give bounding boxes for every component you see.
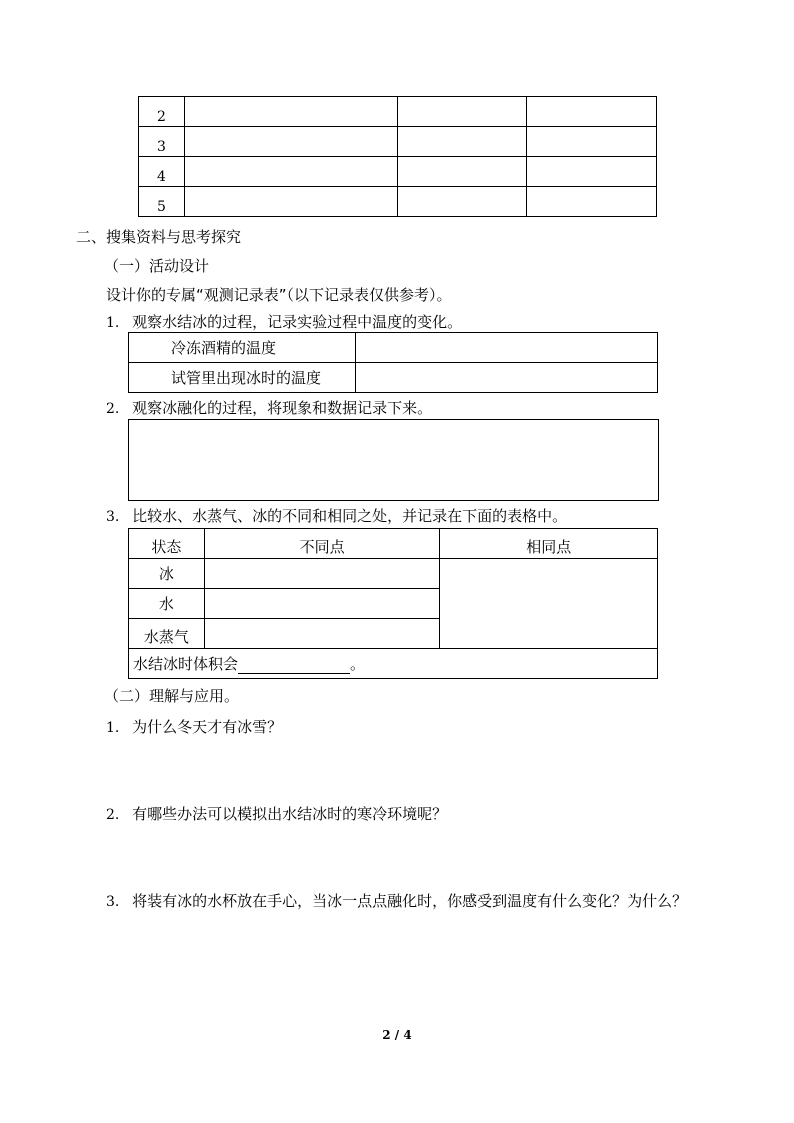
record-row-number: 2 (139, 97, 185, 127)
item-text: 观察水结冰的过程，记录实验过程中温度的变化。 (132, 313, 463, 331)
comparison-table (128, 528, 658, 679)
question-text: 有哪些办法可以模拟出水结冰时的寒冷环境呢？ (132, 805, 448, 823)
state-water: 水 (129, 589, 205, 619)
question-text: 将装有冰的水杯放在手心，当冰一点点融化时，你感受到温度有什么变化？为什么？ (132, 892, 688, 910)
question-number: 3. (106, 894, 120, 910)
item-number: 3. (106, 509, 120, 525)
page-number: 2 / 4 (382, 1028, 412, 1042)
record-cell[interactable] (397, 187, 527, 217)
temperature-label: 冷冻酒精的温度 (129, 333, 356, 363)
record-cell[interactable] (184, 187, 397, 217)
header-difference: 不同点 (204, 529, 440, 559)
record-cell[interactable] (527, 157, 657, 187)
record-row-number: 3 (139, 127, 185, 157)
question-2 (106, 804, 447, 825)
record-row-number: 4 (139, 157, 185, 187)
record-cell[interactable] (397, 157, 527, 187)
item-text: 观察冰融化的过程，将现象和数据记录下来。 (132, 399, 433, 417)
record-cell[interactable] (527, 97, 657, 127)
volume-suffix: 。 (350, 655, 366, 673)
temperature-value[interactable] (355, 333, 657, 363)
header-state: 状态 (129, 529, 205, 559)
question-text: 为什么冬天才有冰雪？ (132, 718, 283, 736)
difference-cell[interactable] (204, 559, 440, 589)
difference-cell[interactable] (204, 589, 440, 619)
item-3 (106, 506, 567, 527)
state-vapor: 水蒸气 (129, 619, 205, 649)
question-3 (106, 891, 687, 912)
record-row-number: 5 (139, 187, 185, 217)
activity-intro: 设计你的专属“观测记录表”（以下记录表仅供参考）。 (106, 286, 452, 304)
record-cell[interactable] (184, 97, 397, 127)
subsection-understanding: （二）理解与应用。 (104, 687, 240, 705)
record-cell[interactable] (527, 127, 657, 157)
melting-record-box[interactable] (128, 419, 659, 501)
record-cell[interactable] (397, 97, 527, 127)
similarity-cell[interactable] (440, 559, 658, 649)
question-number: 2. (106, 807, 120, 823)
item-2 (106, 398, 432, 419)
item-number: 1. (106, 315, 120, 331)
record-table (138, 96, 657, 217)
volume-prefix: 水结冰时体积会 (133, 655, 239, 673)
record-cell[interactable] (527, 187, 657, 217)
volume-question (129, 649, 658, 679)
state-ice: 冰 (129, 559, 205, 589)
header-similarity: 相同点 (440, 529, 658, 559)
item-number: 2. (106, 401, 120, 417)
record-cell[interactable] (184, 157, 397, 187)
volume-blank[interactable] (238, 657, 350, 674)
question-number: 1. (106, 720, 120, 736)
subsection-activity-design: （一）活动设计 (104, 257, 210, 275)
section-heading: 二、搜集资料与思考探究 (76, 228, 242, 246)
temperature-table (128, 332, 658, 393)
question-1 (106, 717, 282, 738)
difference-cell[interactable] (204, 619, 440, 649)
item-1 (106, 312, 462, 333)
temperature-value[interactable] (355, 363, 657, 393)
record-cell[interactable] (397, 127, 527, 157)
temperature-label: 试管里出现冰时的温度 (129, 363, 356, 393)
record-cell[interactable] (184, 127, 397, 157)
item-text: 比较水、水蒸气、冰的不同和相同之处，并记录在下面的表格中。 (132, 507, 568, 525)
